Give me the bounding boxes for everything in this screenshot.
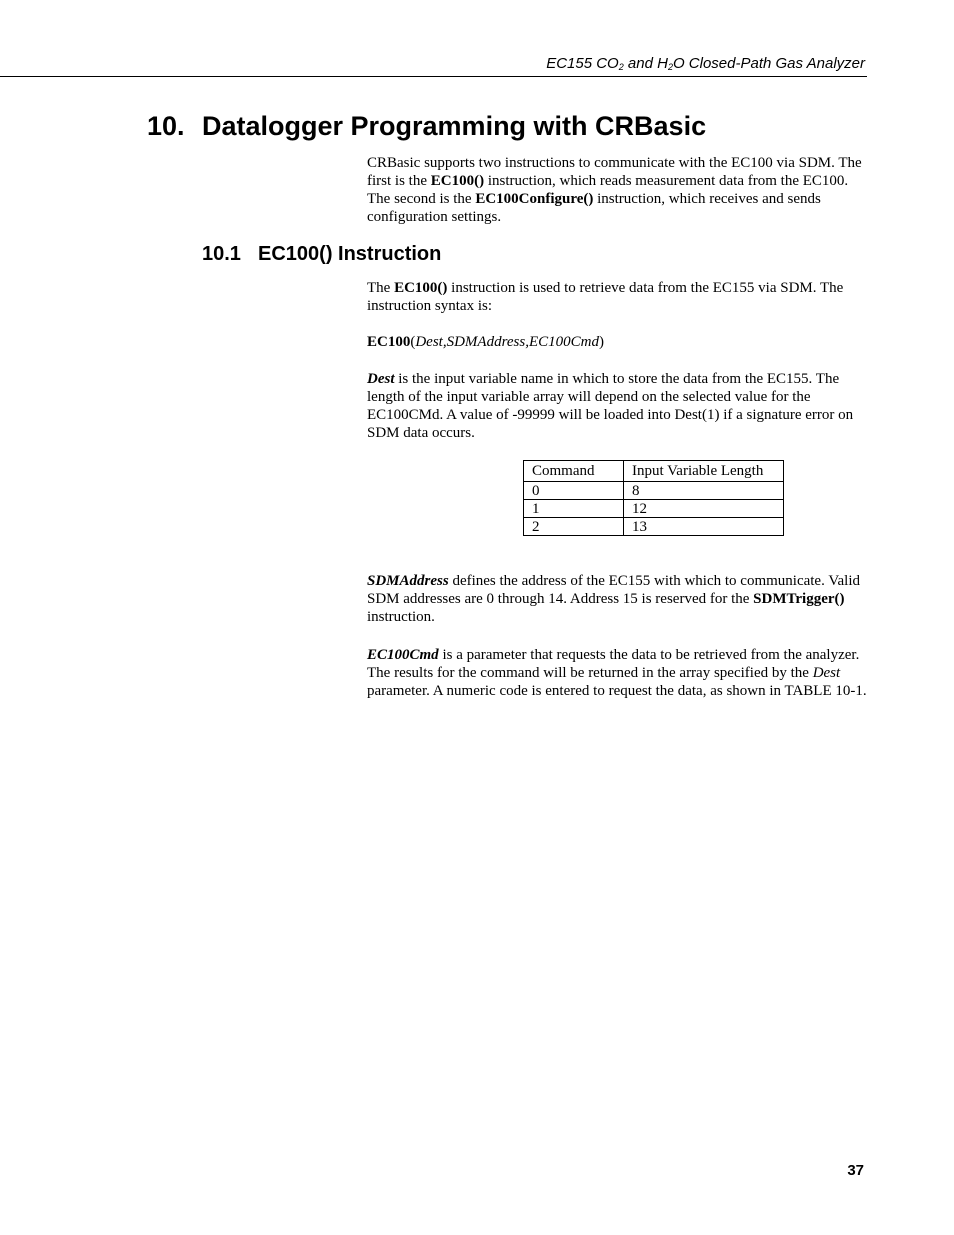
table-header-row	[524, 461, 784, 482]
ec100cmd-text: is a parameter that requests the data to be retrieved from the analyzer. The results for the command will be returned in the array specified by the	[367, 647, 860, 681]
table-header-cell: Input Variable Length	[624, 461, 784, 482]
chapter-title-text: Datalogger Programming with CRBasic	[202, 111, 707, 141]
table-cell: 2	[524, 518, 624, 536]
ec100-paragraph	[367, 279, 867, 315]
ec100-term: EC100()	[394, 280, 448, 296]
intro-configure-term: EC100Configure()	[475, 191, 594, 207]
intro-text: instruction, which reads measurement data from the EC100. The second is the	[367, 173, 849, 207]
page-number: 37	[847, 1162, 864, 1179]
intro-ec100-term: EC100()	[430, 173, 485, 189]
sdmaddress-text: defines the address of the EC155 with which to communicate. Valid SDM addresses are 0 through 14. Address 15 is reserved for the	[367, 573, 860, 607]
intro-text: CRBasic supports two instructions to communicate with the EC100 via SDM. The first is the	[367, 155, 862, 189]
header-subscript-2: 2	[667, 62, 673, 72]
section-title	[202, 243, 441, 266]
syntax-paren: (	[410, 334, 416, 350]
table-row	[524, 482, 784, 500]
dest-term: Dest	[367, 371, 395, 387]
chapter-number: 10.	[147, 111, 185, 141]
ec100cmd-paragraph	[367, 646, 867, 700]
table-cell: 1	[524, 500, 624, 518]
table-cell: 12	[624, 500, 784, 518]
dest-reference: Dest	[812, 665, 841, 681]
ec100cmd-text: parameter. A numeric code is entered to request the data, as shown in TABLE 10-1.	[367, 683, 867, 699]
sdmaddress-paragraph	[367, 572, 867, 626]
section-title-text: EC100() Instruction	[258, 243, 442, 265]
dest-text: is the input variable name in which to store the data from the EC155. The length of the input variable array will depend on the selected value for the EC100CMd. A value of -99999 will be loaded into Dest(1) if a signature error on SDM data occurs.	[367, 371, 854, 441]
intro-text: instruction, which receives and sends configuration settings.	[367, 191, 821, 225]
syntax-name: EC100	[367, 334, 411, 350]
command-table	[523, 460, 784, 536]
sdmaddress-text: instruction.	[367, 609, 435, 625]
chapter-title	[147, 111, 706, 142]
header-subscript-1: 2	[618, 62, 624, 72]
syntax-paren: )	[598, 334, 604, 350]
ec100-text: instruction is used to retrieve data from the EC155 via SDM. The instruction syntax is:	[367, 280, 844, 314]
ec100cmd-term: EC100Cmd	[367, 647, 439, 663]
running-header	[546, 55, 865, 72]
table-cell: 8	[624, 482, 784, 500]
table-row	[524, 500, 784, 518]
syntax-line	[367, 333, 867, 351]
header-text-1: EC155 CO	[546, 55, 619, 72]
header-text-2: and H	[623, 55, 668, 72]
syntax-params: Dest,SDMAddress,EC100Cmd	[415, 334, 599, 350]
header-text-3: O Closed-Path Gas Analyzer	[672, 55, 865, 72]
table-cell: 0	[524, 482, 624, 500]
table-header-cell: Command	[524, 461, 624, 482]
dest-paragraph	[367, 370, 867, 442]
table-row	[524, 518, 784, 536]
ec100-text: The	[367, 280, 395, 296]
sdmaddress-term: SDMAddress	[367, 573, 449, 589]
table-cell: 13	[624, 518, 784, 536]
intro-paragraph	[367, 154, 867, 226]
section-number: 10.1	[202, 243, 241, 265]
sdmtrigger-term: SDMTrigger()	[753, 591, 845, 607]
header-rule	[0, 76, 867, 77]
